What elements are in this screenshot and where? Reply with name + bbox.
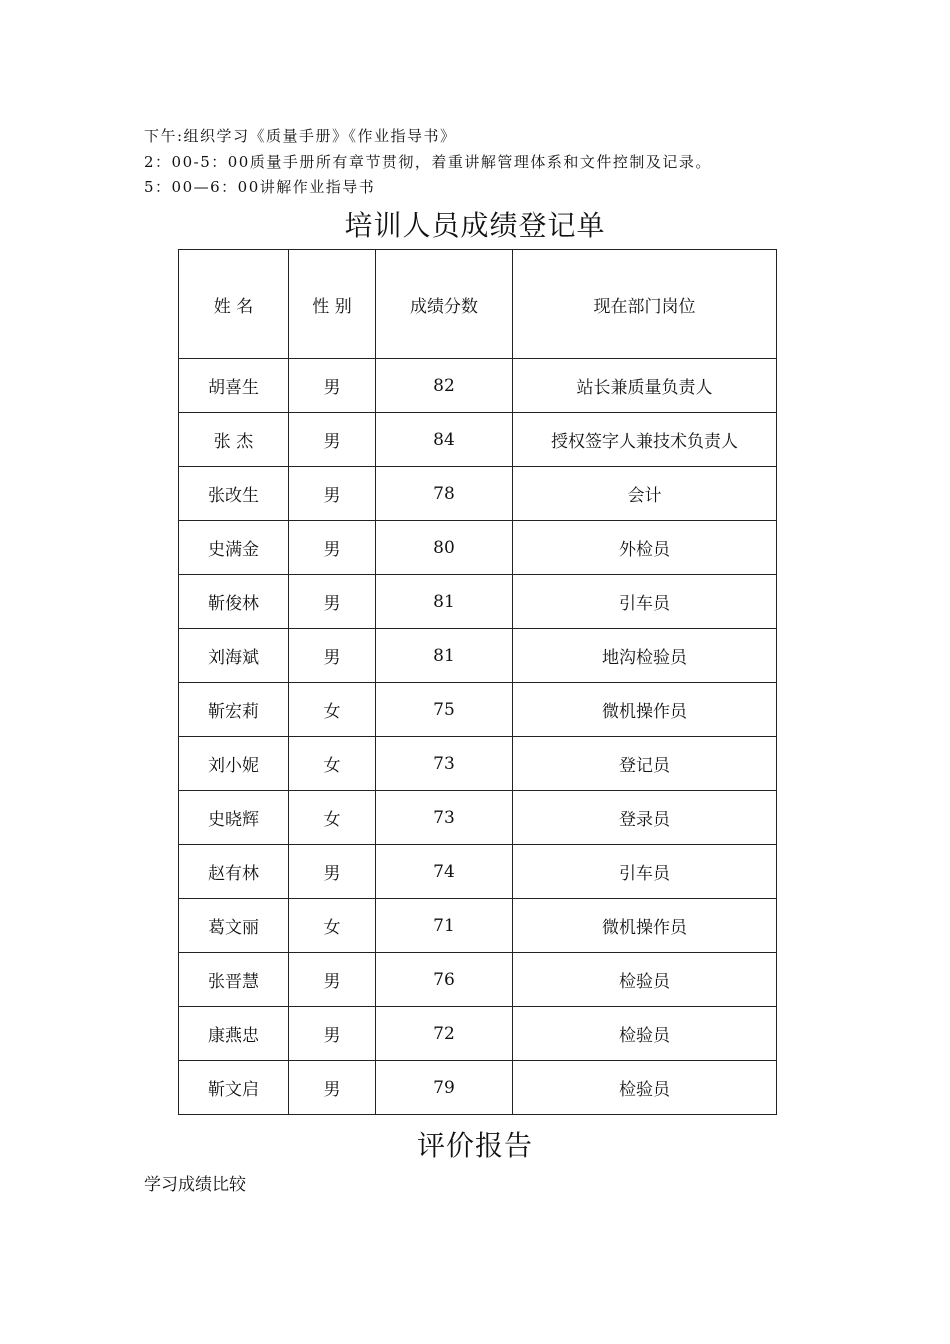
table-row xyxy=(179,791,777,845)
cell-gender: 女 xyxy=(289,791,376,845)
header-score: 成绩分数 xyxy=(376,250,513,359)
cell-post: 站长兼质量负责人 xyxy=(513,359,777,413)
cell-name: 靳宏莉 xyxy=(179,683,289,737)
intro-text xyxy=(144,124,712,201)
cell-name: 赵有林 xyxy=(179,845,289,899)
header-name: 姓 名 xyxy=(179,250,289,359)
header-gender: 性 别 xyxy=(289,250,376,359)
cell-gender: 男 xyxy=(289,413,376,467)
cell-name: 胡喜生 xyxy=(179,359,289,413)
table-row xyxy=(179,467,777,521)
table-row xyxy=(179,737,777,791)
table-header-row xyxy=(179,250,777,359)
table-row xyxy=(179,899,777,953)
cell-gender: 女 xyxy=(289,899,376,953)
table-row xyxy=(179,575,777,629)
cell-gender: 男 xyxy=(289,845,376,899)
cell-post: 微机操作员 xyxy=(513,899,777,953)
table-row xyxy=(179,1061,777,1115)
cell-gender: 男 xyxy=(289,953,376,1007)
cell-name: 张晋慧 xyxy=(179,953,289,1007)
cell-post: 登记员 xyxy=(513,737,777,791)
table-row xyxy=(179,359,777,413)
cell-gender: 男 xyxy=(289,521,376,575)
section-text: 学习成绩比较 xyxy=(144,1175,246,1195)
cell-name: 靳俊林 xyxy=(179,575,289,629)
cell-name: 史满金 xyxy=(179,521,289,575)
cell-gender: 男 xyxy=(289,467,376,521)
cell-gender: 男 xyxy=(289,629,376,683)
cell-name: 刘小妮 xyxy=(179,737,289,791)
cell-gender: 男 xyxy=(289,575,376,629)
table-body xyxy=(179,359,777,1115)
intro-line: 5：00—6：00讲解作业指导书 xyxy=(144,178,376,196)
cell-post: 微机操作员 xyxy=(513,683,777,737)
cell-gender: 女 xyxy=(289,737,376,791)
intro-line: 下午:组织学习《质量手册》《作业指导书》 xyxy=(144,127,457,145)
cell-post: 授权签字人兼技术负责人 xyxy=(513,413,777,467)
cell-gender: 女 xyxy=(289,683,376,737)
cell-post: 登录员 xyxy=(513,791,777,845)
report-title: 评价报告 xyxy=(416,1129,533,1162)
cell-score: 72 xyxy=(376,1007,513,1061)
cell-score: 81 xyxy=(376,575,513,629)
cell-score: 76 xyxy=(376,953,513,1007)
cell-name: 刘海斌 xyxy=(179,629,289,683)
cell-name: 张改生 xyxy=(179,467,289,521)
cell-name: 史晓辉 xyxy=(179,791,289,845)
cell-score: 84 xyxy=(376,413,513,467)
cell-gender: 男 xyxy=(289,359,376,413)
cell-score: 73 xyxy=(376,791,513,845)
cell-score: 79 xyxy=(376,1061,513,1115)
cell-score: 75 xyxy=(376,683,513,737)
table-row xyxy=(179,683,777,737)
cell-post: 检验员 xyxy=(513,953,777,1007)
cell-name: 康燕忠 xyxy=(179,1007,289,1061)
cell-score: 74 xyxy=(376,845,513,899)
cell-score: 71 xyxy=(376,899,513,953)
cell-score: 81 xyxy=(376,629,513,683)
table-row xyxy=(179,953,777,1007)
table-row xyxy=(179,413,777,467)
cell-post: 引车员 xyxy=(513,575,777,629)
intro-line: 2：00-5：00质量手册所有章节贯彻，着重讲解管理体系和文件控制及记录。 xyxy=(144,152,712,171)
cell-post: 外检员 xyxy=(513,521,777,575)
cell-score: 73 xyxy=(376,737,513,791)
table-row xyxy=(179,1007,777,1061)
cell-post: 地沟检验员 xyxy=(513,629,777,683)
cell-gender: 男 xyxy=(289,1061,376,1115)
table-row xyxy=(179,521,777,575)
cell-score: 80 xyxy=(376,521,513,575)
cell-post: 引车员 xyxy=(513,845,777,899)
header-post: 现在部门岗位 xyxy=(513,250,777,359)
cell-name: 张 杰 xyxy=(179,413,289,467)
cell-name: 葛文丽 xyxy=(179,899,289,953)
cell-score: 82 xyxy=(376,359,513,413)
table-row xyxy=(179,845,777,899)
table-title: 培训人员成绩登记单 xyxy=(344,209,606,242)
cell-post: 会计 xyxy=(513,467,777,521)
cell-post: 检验员 xyxy=(513,1007,777,1061)
cell-score: 78 xyxy=(376,467,513,521)
cell-gender: 男 xyxy=(289,1007,376,1061)
cell-post: 检验员 xyxy=(513,1061,777,1115)
score-register-table xyxy=(178,249,777,1115)
cell-name: 靳文启 xyxy=(179,1061,289,1115)
table-row xyxy=(179,629,777,683)
